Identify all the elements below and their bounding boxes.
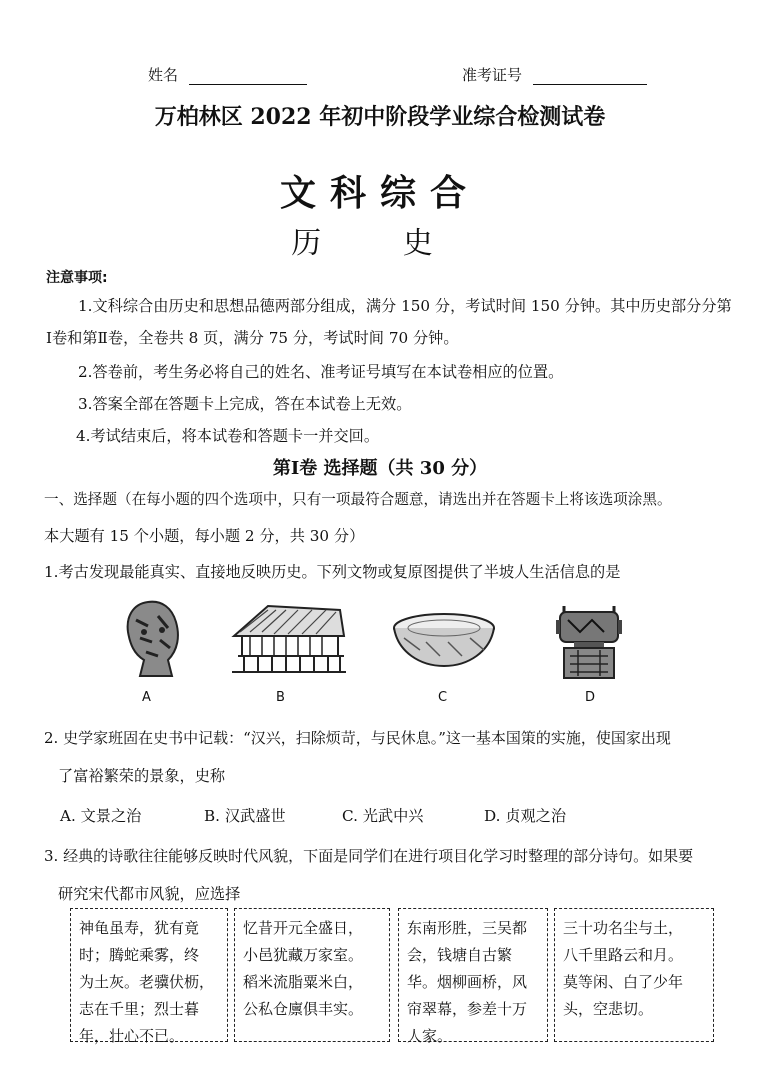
q2-option-c[interactable]: C. 光武中兴 [342, 807, 424, 825]
q3-stem-line-2: 研究宋代都市风貌，应选择 [58, 885, 241, 903]
poem-2-line: 小邑犹藏万家室。 [243, 946, 364, 964]
poem-4-line: 三十功名尘与土， [563, 919, 684, 937]
poem-1-line: 志在千里；烈士暮 [79, 1000, 200, 1018]
section-instruction-1: 一、选择题（在每小题的四个选项中，只有一项最符合题意，请选出并在答题卡上将该选项涂黑。 [44, 491, 672, 508]
sub-subject-title: 历 史 [291, 226, 469, 261]
poem-2-line: 忆昔开元全盛日， [243, 919, 364, 937]
q2-option-b[interactable]: B. 汉武盛世 [204, 807, 286, 825]
name-field[interactable] [148, 64, 307, 85]
subject-title: 文科综合 [279, 173, 480, 214]
exam-title: 万柏林区 2022 年初中阶段学业综合检测试卷 [154, 104, 606, 130]
q1-option-b[interactable]: B [276, 690, 285, 705]
note-item-1: 1.文科综合由历史和思想品德两部分组成，满分 150 分，考试时间 150 分钟。其中历史部分分第 [78, 297, 732, 315]
note-item-3: 3.答案全部在答题卡上完成，答在本试卷上无效。 [78, 395, 412, 413]
poem-1-line: 为土灰。老骥伏枥， [79, 973, 215, 991]
poem-1-line: 年，壮心不已。 [79, 1027, 185, 1045]
q2-option-a[interactable]: A. 文景之治 [60, 807, 142, 825]
q2-stem-line-2: 了富裕繁荣的景象，史称 [58, 767, 226, 785]
poem-3-line: 会，钱塘自古繁 [407, 946, 513, 964]
poem-4-line: 八千里路云和月。 [563, 946, 684, 964]
q1-stem: 1.考古发现最能真实、直接地反映历史。下列文物或复原图提供了半坡人生活信息的是 [44, 563, 621, 581]
poem-4-line: 莫等闲、白了少年 [563, 973, 684, 991]
poem-2-line: 公私仓廪俱丰实。 [243, 1000, 364, 1018]
poem-1-line: 时；腾蛇乘雾，终 [79, 946, 200, 964]
q2-option-d[interactable]: D. 贞观之治 [484, 807, 567, 825]
section-title: 第Ⅰ卷 选择题（共 30 分） [272, 458, 488, 479]
q1-image-d-bronze-vessel [554, 600, 624, 682]
poem-3-line: 华。烟柳画桥，风 [407, 973, 528, 991]
exam-id-underline [533, 70, 647, 85]
q3-poem-box-3 [398, 908, 548, 1045]
q2-stem-line-1: 2. 史学家班固在史书中记载：“汉兴，扫除烦苛，与民休息。”这一基本国策的实施，使国家出现 [44, 729, 671, 747]
q1-option-a[interactable]: A [142, 690, 151, 705]
q3-poem-box-2 [234, 908, 390, 1042]
name-underline [189, 70, 307, 85]
exam-id-label: 准考证号 [462, 66, 523, 84]
q1-image-b-stilt-house [228, 602, 348, 676]
note-item-4: 4.考试结束后，将本试卷和答题卡一并交回。 [76, 427, 380, 445]
q1-option-d[interactable]: D [585, 690, 596, 705]
exam-id-field[interactable] [462, 64, 647, 85]
poem-1-line: 神龟虽寿，犹有竟 [79, 919, 200, 937]
q1-image-c-pottery-basin [390, 608, 498, 670]
note-item-1-cont: Ⅰ卷和第Ⅱ卷，全卷共 8 页，满分 75 分，考试时间 70 分钟。 [46, 329, 459, 347]
notes-heading: 注意事项: [46, 270, 108, 286]
poem-3-line: 东南形胜，三吴都 [407, 919, 528, 937]
q1-option-c[interactable]: C [438, 690, 448, 705]
section-instruction-2: 本大题有 15 个小题，每小题 2 分，共 30 分） [44, 527, 365, 545]
q3-stem-line-1: 3. 经典的诗歌往往能够反映时代风貌，下面是同学们在进行项目化学习时整理的部分诗句。如果要 [44, 847, 694, 865]
q3-poem-box-1 [70, 908, 228, 1045]
note-item-2: 2.答卷前，考生务必将自己的姓名、准考证号填写在本试卷相应的位置。 [78, 363, 564, 381]
poem-3-line: 人家。 [407, 1027, 453, 1045]
name-label: 姓名 [148, 66, 179, 84]
q3-poem-box-4 [554, 908, 714, 1042]
poem-3-line: 帘翠幕，参差十万 [407, 1000, 528, 1018]
poem-4-line: 头，空悲切。 [563, 1000, 654, 1018]
poem-2-line: 稻米流脂粟米白， [243, 973, 364, 991]
q1-image-a-sculpture [118, 598, 186, 680]
